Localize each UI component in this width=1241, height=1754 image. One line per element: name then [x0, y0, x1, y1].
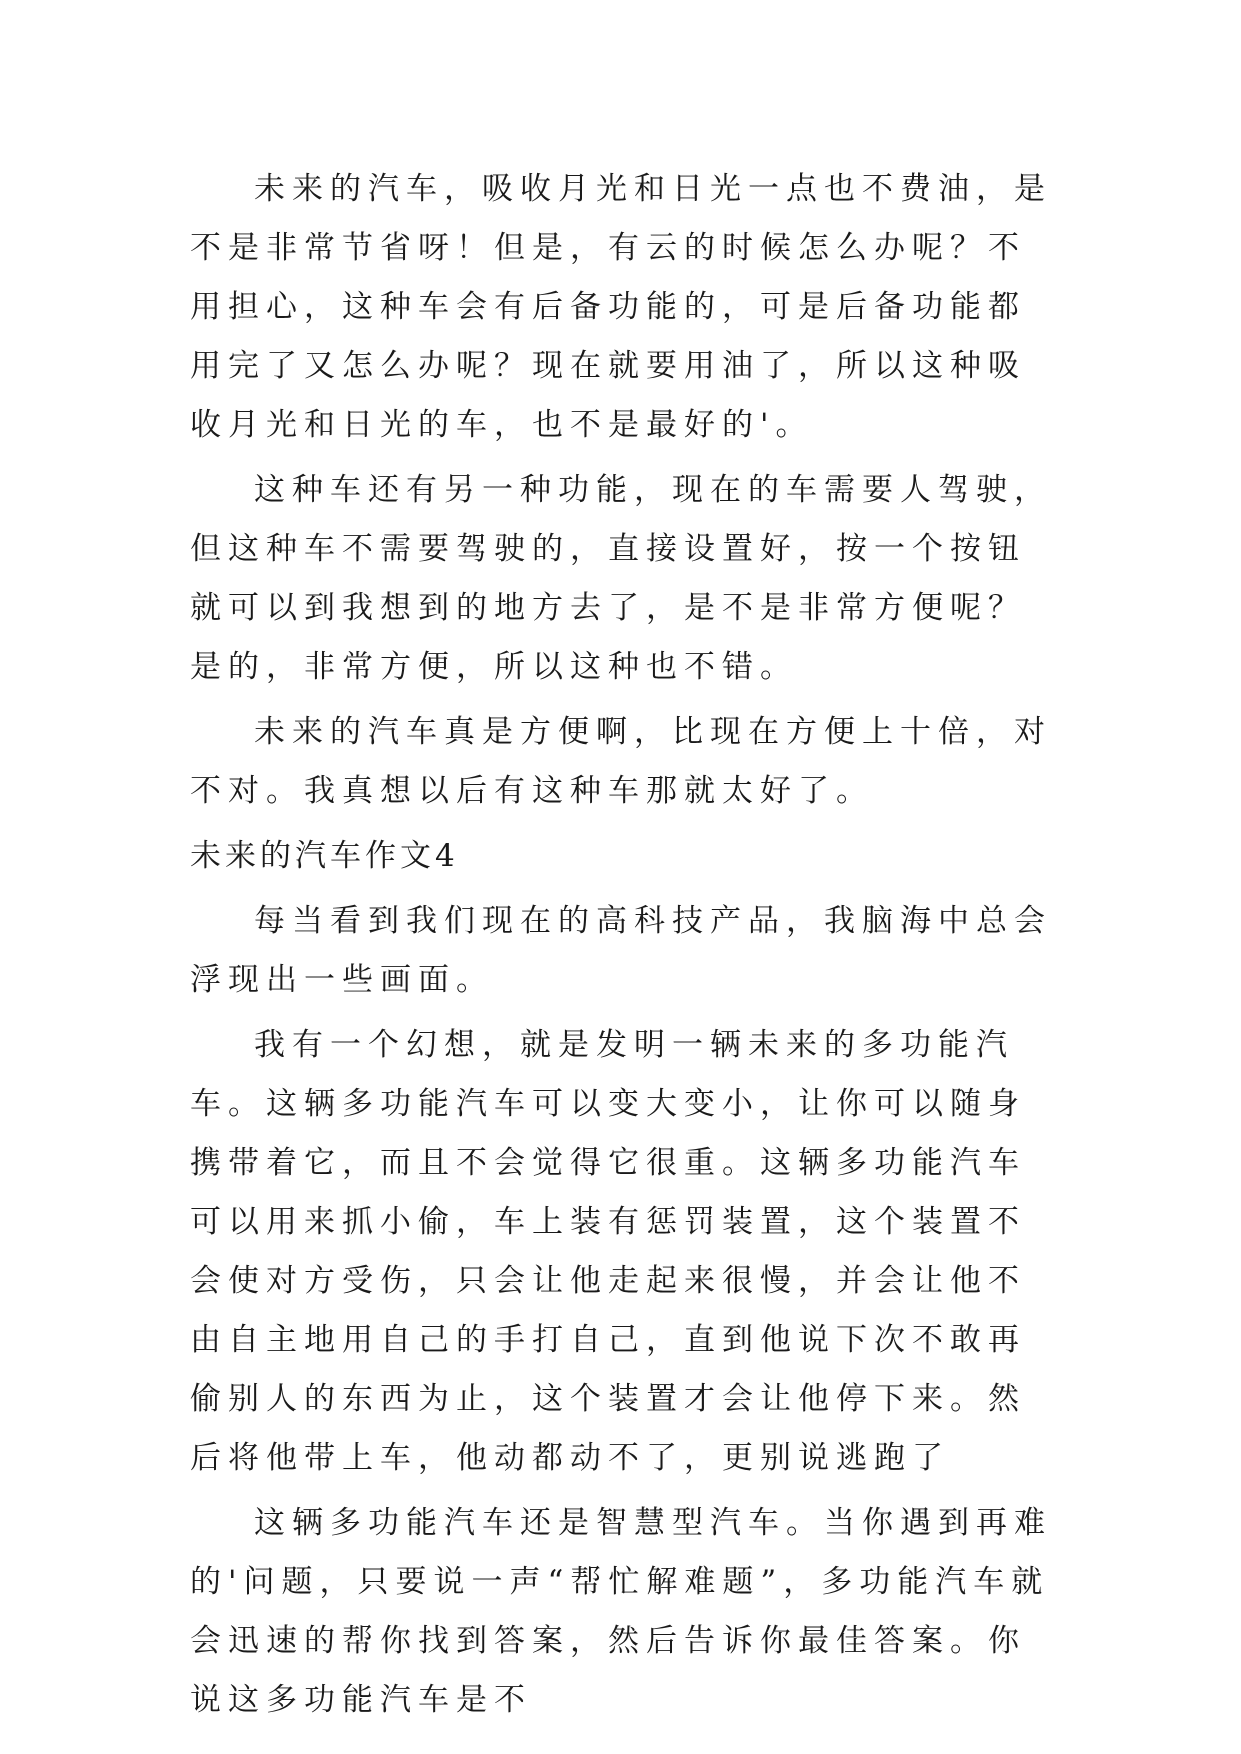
paragraph-smart-car: 这辆多功能汽车还是智慧型汽车。当你遇到再难的'问题，只要说一声“帮忙解难题”，多功能汽车就会迅速的帮你找到答案，然后告诉你最佳答案。你说这多功能汽车是不 — [190, 1505, 1052, 1718]
paragraph-multifunction-car: 我有一个幻想，就是发明一辆未来的多功能汽车。这辆多功能汽车可以变大变小，让你可以随身携带着它，而且不会觉得它很重。这辆多功能汽车可以用来抓小偷，车上装有惩罚装置，这个装置不会使对方受伤，只会让他走起来很慢，并会让他不由自主地用自己的手打自己，直到他说下次不敢再偷别人的东西为止，这个装置才会让他停下来。然后将他带上车，他动都动不了，更别说逃跑了 — [190, 1027, 1026, 1476]
paragraph-intro: 每当看到我们现在的高科技产品，我脑海中总会浮现出一些画面。 — [190, 903, 1052, 998]
essay-heading: 未来的汽车作文4 — [190, 838, 459, 874]
paragraph-self-driving: 这种车还有另一种功能，现在的车需要人驾驶，但这种车不需要驾驶的，直接设置好，按一个按钮就可以到我想到的地方去了，是不是非常方便呢？是的，非常方便，所以这种也不错。 — [190, 472, 1052, 685]
document-body — [190, 160, 1060, 1736]
paragraph-conclusion: 未来的汽车真是方便啊，比现在方便上十倍，对不对。我真想以后有这种车那就太好了。 — [190, 714, 1052, 809]
paragraph-solar-car: 未来的汽车，吸收月光和日光一点也不费油，是不是非常节省呀！但是，有云的时候怎么办呢？不用担心，这种车会有后备功能的，可是后备功能都用完了又怎么办呢？现在就要用油了，所以这种吸收月光和日光的车，也不是最好的'。 — [190, 171, 1052, 443]
